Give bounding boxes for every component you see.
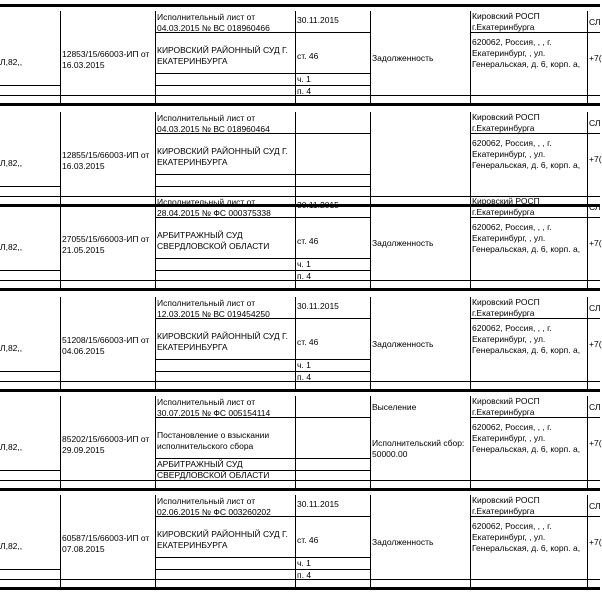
subrow-divider [0, 186, 60, 187]
end-date: 30.11.2015 [297, 499, 339, 509]
department-line: Кировский РОСП [472, 495, 540, 505]
issuer-line: ЕКАТЕРИНБУРГА [157, 539, 228, 550]
issuer-line: АРБИТРАЖНЫЙ СУД [157, 230, 243, 240]
column-divider [370, 11, 371, 104]
phone-tail: +7( [589, 53, 602, 63]
subrow-divider [0, 470, 60, 471]
column-divider [155, 11, 156, 104]
end-date: 30.11.2015 [297, 301, 339, 311]
column-divider [470, 297, 471, 390]
record-row [0, 196, 600, 292]
proceeding-number: 51208/15/66003-ИП от 04.06.2015 [62, 335, 150, 356]
column-divider [155, 112, 156, 205]
part: ч. 1 [297, 360, 311, 370]
address-line: Генеральская, д. 6, корп. а, [472, 160, 581, 170]
department-line: г.Екатеринбурга [472, 122, 535, 133]
address-line: Генеральская, д. 6, корп. а, [472, 345, 581, 355]
column-divider [587, 396, 588, 489]
document-line: 28.04.2015 № ФС 000375338 [157, 207, 271, 218]
bailiff-tail: СЛ [589, 303, 601, 313]
record-border [0, 389, 600, 392]
end-date: 30.11.2015 [297, 15, 339, 25]
column-divider [155, 495, 156, 588]
column-divider [587, 112, 588, 205]
column-divider [587, 297, 588, 390]
document-line: 04.03.2015 № ВС 018960466 [157, 22, 270, 33]
phone-tail: +7( [589, 154, 602, 164]
issuer-line: КИРОВСКИЙ РАЙОННЫЙ СУД Г. [157, 146, 288, 156]
record-border [0, 4, 600, 7]
subject: Исполнительский сбор: 50000.00 [372, 438, 465, 459]
document-line: 04.03.2015 № ВС 018960464 [157, 123, 270, 134]
column-divider [155, 396, 156, 489]
address-line: 620062, Россия, , , г. [472, 521, 552, 531]
proceeding-number: 27055/15/66003-ИП от 21.05.2015 [62, 234, 150, 255]
column-divider [295, 396, 296, 489]
column-divider [60, 495, 61, 588]
column-divider [370, 495, 371, 588]
address-line: 620062, Россия, , , г. [472, 222, 552, 232]
record-row [0, 396, 600, 492]
subject-top: Выселение [372, 402, 417, 412]
subrow-divider [470, 417, 600, 418]
phone-tail: +7( [589, 238, 602, 248]
document-line: Исполнительный лист от [157, 298, 256, 308]
address-line: 620062, Россия, , , г. [472, 37, 552, 47]
debtor-name-tail: Л,82,, [0, 57, 23, 67]
subrow-divider [0, 371, 60, 372]
proceeding-number: 85202/15/66003-ИП от 29.09.2015 [62, 434, 150, 455]
column-divider [60, 112, 61, 205]
point: п. 4 [297, 86, 312, 96]
record-border [0, 587, 600, 590]
part: ч. 1 [297, 259, 311, 269]
column-divider [587, 11, 588, 104]
department-line: Кировский РОСП [472, 112, 540, 122]
address-line: Екатеринбург, , ул. [472, 233, 546, 243]
department-line: г.Екатеринбурга [472, 406, 535, 417]
issuer-line: КИРОВСКИЙ РАЙОННЫЙ СУД Г. [157, 529, 288, 539]
issuer-line: исполнительского сбора [157, 440, 254, 451]
address-line: Генеральская, д. 6, корп. а, [472, 59, 581, 69]
department-line: г.Екатеринбурга [472, 206, 535, 217]
department-line: г.Екатеринбурга [472, 505, 535, 516]
record-border [0, 288, 600, 291]
debtor-name-tail: Л,82,, [0, 158, 23, 168]
subject: Задолженность [372, 53, 434, 63]
column-divider [295, 297, 296, 390]
column-divider [470, 495, 471, 588]
phone-tail: +7( [589, 438, 602, 448]
issuer-line: СВЕРДЛОВСКОЙ ОБЛАСТИ [157, 240, 270, 251]
address-line: 620062, Россия, , , г. [472, 138, 552, 148]
department-line: Кировский РОСП [472, 297, 540, 307]
department-line: г.Екатеринбурга [472, 307, 535, 318]
document-line: 12.03.2015 № ВС 019454250 [157, 308, 270, 319]
issuer-line-extra: АРБИТРАЖНЫЙ СУД [157, 459, 243, 469]
column-divider [470, 112, 471, 205]
point: п. 4 [297, 271, 312, 281]
column-divider [470, 396, 471, 489]
document-line: 30.07.2015 № ФС 005154114 [157, 407, 271, 418]
point: п. 4 [297, 372, 312, 382]
department-line: Кировский РОСП [472, 396, 540, 406]
subject: Задолженность [372, 537, 434, 547]
record-row [0, 112, 600, 208]
column-divider [60, 396, 61, 489]
article: ст. 46 [297, 535, 319, 545]
column-divider [470, 196, 471, 289]
subrow-divider [155, 174, 370, 175]
column-divider [470, 11, 471, 104]
record-row [0, 495, 600, 591]
column-divider [370, 297, 371, 390]
subrow-divider [470, 318, 600, 319]
issuer-line: КИРОВСКИЙ РАЙОННЫЙ СУД Г. [157, 331, 288, 341]
issuer-line: ЕКАТЕРИНБУРГА [157, 156, 228, 167]
issuer-line: ЕКАТЕРИНБУРГА [157, 55, 228, 66]
department-line: Кировский РОСП [472, 11, 540, 21]
subrow-divider [0, 85, 60, 86]
column-divider [587, 196, 588, 289]
record-partial [0, 0, 600, 6]
column-divider [295, 11, 296, 104]
document-line: Исполнительный лист от [157, 496, 256, 506]
address-line: Генеральская, д. 6, корп. а, [472, 444, 581, 454]
column-divider [295, 196, 296, 289]
issuer-line: ЕКАТЕРИНБУРГА [157, 341, 228, 352]
debtor-name-tail: Л,82,, [0, 442, 23, 452]
bailiff-tail: СЛ [589, 118, 601, 128]
article: ст. 46 [297, 236, 319, 246]
bailiff-tail: СЛ [589, 402, 601, 412]
record-border [0, 103, 600, 106]
subrow-divider [470, 516, 600, 517]
article: ст. 46 [297, 51, 319, 61]
subrow-divider [470, 133, 600, 134]
department-line: Кировский РОСП [472, 196, 540, 206]
proceeding-number: 12855/15/66003-ИП от 16.03.2015 [62, 150, 150, 171]
column-divider [587, 495, 588, 588]
subrow-divider [155, 186, 370, 187]
article: ст. 46 [297, 337, 319, 347]
column-divider [370, 112, 371, 205]
record-row [0, 297, 600, 393]
column-divider [60, 11, 61, 104]
address-line: Екатеринбург, , ул. [472, 48, 546, 58]
subject: Задолженность [372, 339, 434, 349]
column-divider [60, 297, 61, 390]
phone-tail: +7( [589, 339, 602, 349]
debtor-name-tail: Л,82,, [0, 541, 23, 551]
debtor-name-tail: Л,82,, [0, 343, 23, 353]
subrow-divider [0, 270, 60, 271]
address-line: Екатеринбург, , ул. [472, 334, 546, 344]
issuer-line-extra: СВЕРДЛОВСКОЙ ОБЛАСТИ [157, 469, 270, 480]
point: п. 4 [297, 570, 312, 580]
subrow-divider [0, 569, 60, 570]
address-line: 620062, Россия, , , г. [472, 323, 552, 333]
debtor-name-tail: Л,82,, [0, 242, 23, 252]
part: ч. 1 [297, 74, 311, 84]
column-divider [155, 196, 156, 289]
document-line: Исполнительный лист от [157, 197, 256, 207]
bailiff-tail: СЛ [589, 202, 601, 212]
column-divider [60, 196, 61, 289]
record-border [0, 488, 600, 491]
column-divider [295, 495, 296, 588]
issuer-line: Постановление о взыскании [157, 430, 270, 440]
address-line: Генеральская, д. 6, корп. а, [472, 543, 581, 553]
document-line: Исполнительный лист от [157, 113, 256, 123]
record-row [0, 11, 600, 107]
phone-tail: +7( [589, 537, 602, 547]
bailiff-tail: СЛ [589, 501, 601, 511]
address-line: Екатеринбург, , ул. [472, 532, 546, 542]
subrow-divider [470, 217, 600, 218]
document-line: Исполнительный лист от [157, 397, 256, 407]
issuer-line: КИРОВСКИЙ РАЙОННЫЙ СУД Г. [157, 45, 288, 55]
department-line: г.Екатеринбурга [472, 21, 535, 32]
address-line: Екатеринбург, , ул. [472, 149, 546, 159]
proceeding-number: 12853/15/66003-ИП от 16.03.2015 [62, 49, 150, 70]
column-divider [295, 112, 296, 205]
subrow-divider [470, 32, 600, 33]
address-line: 620062, Россия, , , г. [472, 422, 552, 432]
address-line: Екатеринбург, , ул. [472, 433, 546, 443]
proceeding-number: 60587/15/66003-ИП от 07.08.2015 [62, 533, 150, 554]
subrow-divider [0, 480, 600, 481]
column-divider [155, 297, 156, 390]
column-divider [370, 196, 371, 289]
part: ч. 1 [297, 558, 311, 568]
address-line: Генеральская, д. 6, корп. а, [472, 244, 581, 254]
column-divider [370, 396, 371, 489]
bailiff-tail: СЛ [589, 17, 601, 27]
end-date: 30.11.2015 [297, 200, 339, 210]
subject: Задолженность [372, 238, 434, 248]
document-line: Исполнительный лист от [157, 12, 256, 22]
document-line: 02.06.2015 № ФС 003260202 [157, 506, 271, 517]
